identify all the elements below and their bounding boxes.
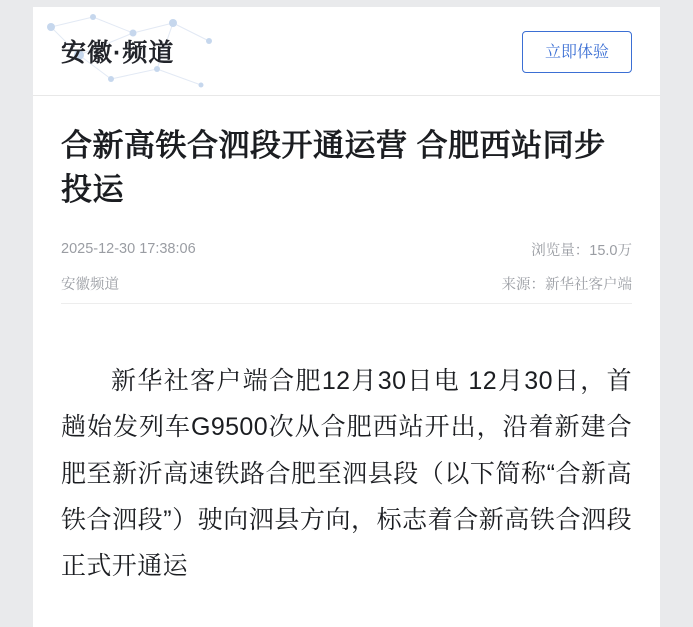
source-label: 来源： xyxy=(501,276,545,293)
article-body-wrap xyxy=(33,96,660,589)
article-paragraph: 新华社客户端合肥12月30日电 12月30日，首趟始发列车G9500次从合肥西站开出，沿着新建合肥至新沂高速铁路合肥至泗县段（以下简称“合新高铁合泗段”）驶向泗县方向，标志着合新高铁合泗段正式开通运 xyxy=(61,367,632,581)
article-meta xyxy=(61,238,632,300)
author-name: 安徽频道 xyxy=(61,276,119,293)
page-title: 合新高铁合泗段开通运营 合肥西站同步投运 xyxy=(61,128,606,208)
meta-divider xyxy=(61,303,632,304)
article-source xyxy=(502,273,633,294)
views-value: 15.0万 xyxy=(589,242,632,259)
channel-header xyxy=(33,7,660,96)
publish-timestamp: 2025-12-30 17:38:06 xyxy=(61,241,196,258)
channel-title: 安徽·频道 xyxy=(61,39,175,67)
source-value: 新华社客户端 xyxy=(545,276,632,293)
article-sheet xyxy=(33,7,660,627)
views-count xyxy=(531,239,632,260)
views-label: 浏览量： xyxy=(531,242,590,259)
meta-row-secondary xyxy=(61,272,632,294)
try-now-button[interactable]: 立即体验 xyxy=(522,31,632,73)
meta-row-primary xyxy=(61,238,632,260)
